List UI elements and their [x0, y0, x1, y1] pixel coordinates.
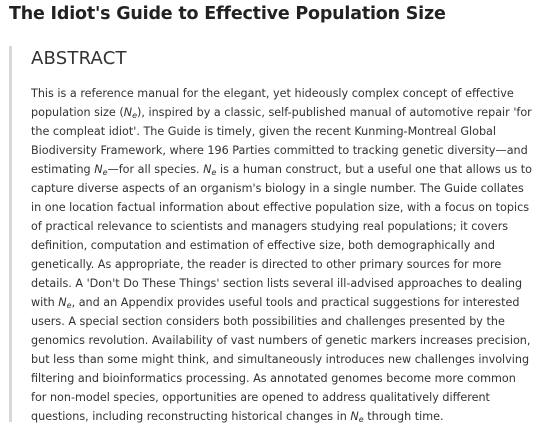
abstract-heading: ABSTRACT — [31, 48, 127, 69]
ne-symbol: $N_e$ — [203, 163, 217, 177]
abstract-line: details. A 'Don't Do These Things' section lists several ill-advised approaches to dealing — [31, 277, 523, 290]
abstract-line: genetically. As appropriate, the reader is directed to other primary sources for more — [31, 258, 502, 271]
ne-symbol: $N_e$ — [350, 410, 364, 424]
abstract-line: questions, including reconstructing historical changes in $N_e$ through time. — [31, 410, 444, 424]
abstract-line: filtering and bioinformatics processing. As annotated genomes become more common — [31, 372, 516, 385]
ne-symbol: $N_e$ — [123, 106, 137, 120]
abstract-line: with $N_e$, and an Appendix provides useful tools and practical suggestions for interested — [31, 296, 520, 310]
ne-symbol: $N_e$ — [58, 296, 72, 310]
abstract-line: the compleat idiot'. The Guide is timely, given the recent Kunming-Montreal Global — [31, 125, 497, 138]
abstract-body — [31, 84, 531, 426]
abstract-section — [9, 46, 534, 422]
paper-title: The Idiot's Guide to Effective Population Size — [9, 4, 446, 24]
abstract-line: This is a reference manual for the elegant, yet hideously complex concept of effective — [31, 87, 514, 100]
abstract-line: Biodiversity Framework, where 196 Parties committed to tracking genetic diversity—and — [31, 144, 528, 157]
abstract-line: for non-model species, opportunities are opened to address qualitatively different — [31, 391, 490, 404]
abstract-line: capture diverse aspects of an organism's biology in a single number. The Guide collates — [31, 182, 524, 195]
abstract-line: users. A special section considers both possibilities and challenges presented by the — [31, 315, 505, 328]
abstract-line: population size $(N_e)$, inspired by a classic, self-published manual of automotive repair 'for — [31, 106, 532, 120]
abstract-line: genomics revolution. Availability of vast numbers of genetic markers increases precision, — [31, 334, 531, 347]
abstract-line: but less than some might think, and simultaneously introduces new challenges involving — [31, 353, 530, 366]
abstract-line: in one location factual information about effective population size, with a focus on topics — [31, 201, 530, 214]
abstract-line: of practical relevance to scientists and managers studying real populations; it covers — [31, 220, 509, 233]
abstract-line: definition, computation and estimation of effective size, both demographically and — [31, 239, 495, 252]
abstract-line: estimating $N_e—for$ all species. $N_e$ is a human construct, but a useful one that allows us to — [31, 163, 532, 177]
ne-symbol: $N_e$ — [94, 163, 108, 177]
